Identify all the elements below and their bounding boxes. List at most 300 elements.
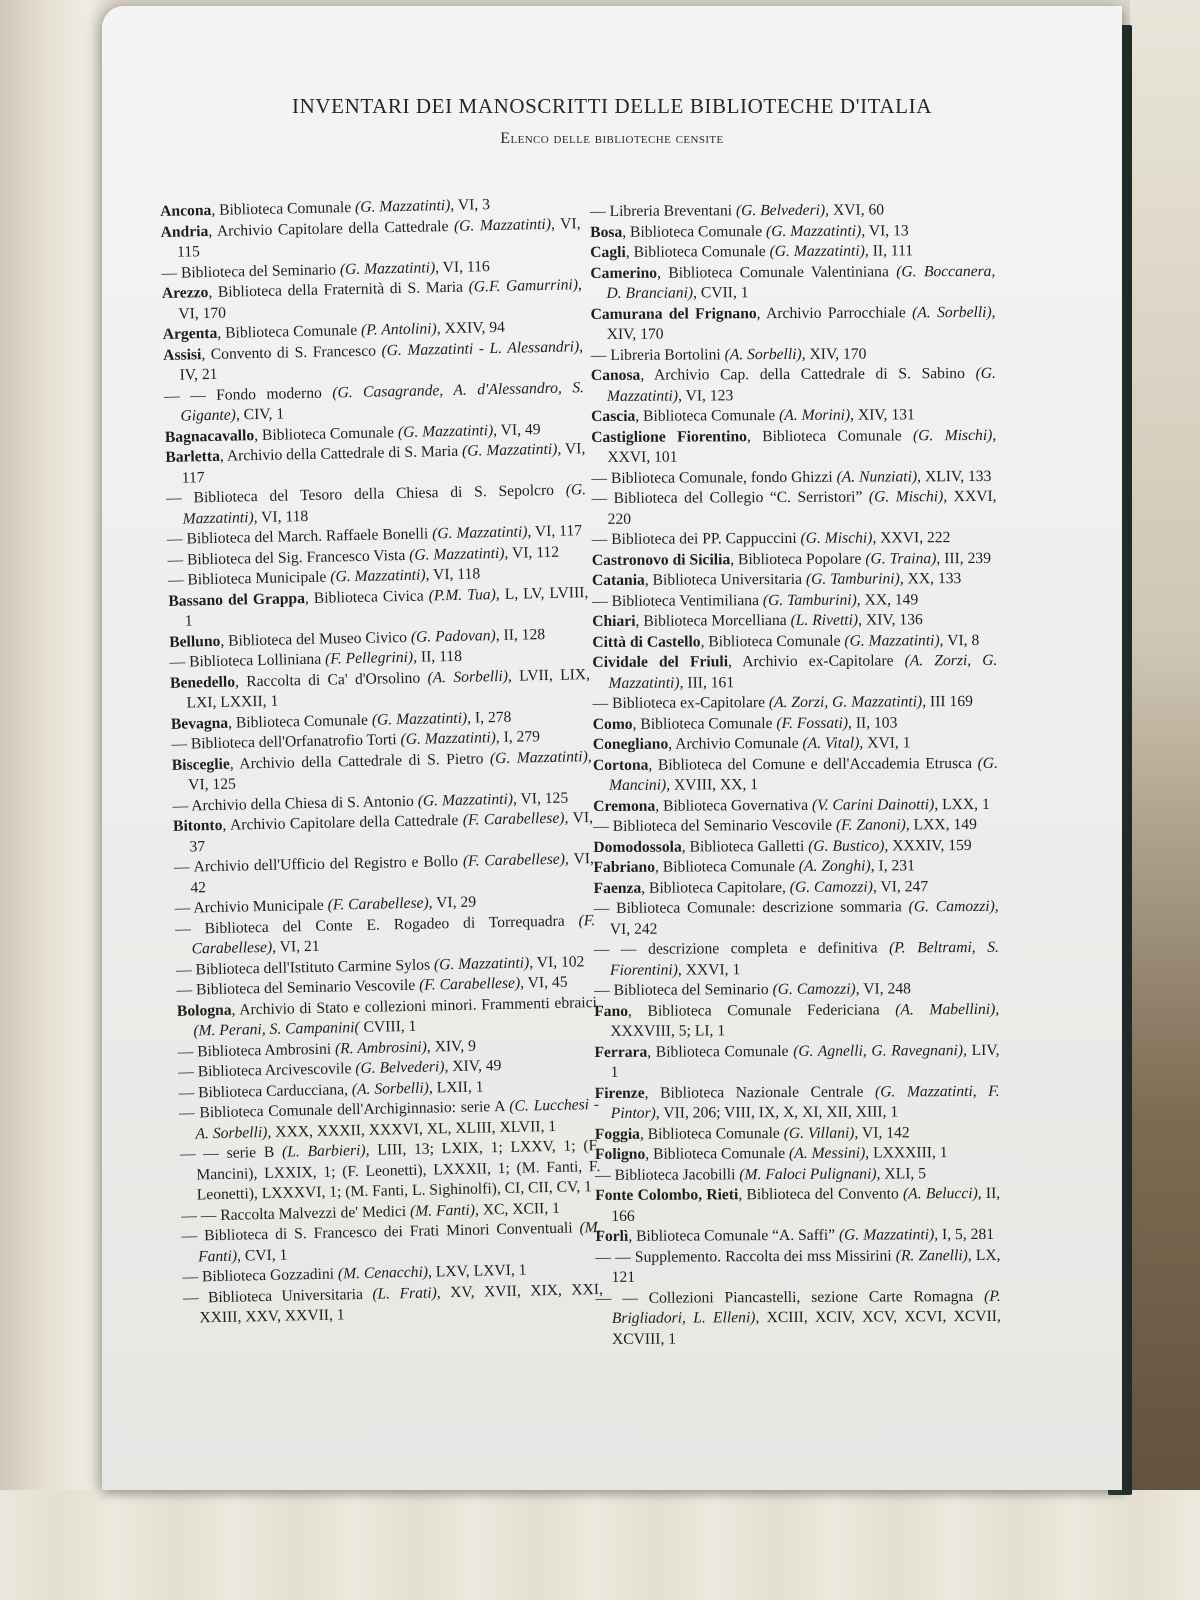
entry-author: (A. Vital): [802, 734, 860, 752]
entry-text: — Biblioteca del Seminario: [161, 260, 341, 282]
entry-text: , Biblioteca Governativa: [655, 796, 813, 815]
entry-text: , Archivio di Stato e collezioni minori. Frammenti ebraici: [231, 993, 598, 1019]
entry-text: , Biblioteca del Museo Civico: [220, 628, 412, 650]
entry-city: Conegliano: [592, 735, 669, 753]
entry-text: — Archivio della Chiesa di S. Antonio: [172, 792, 418, 815]
entry-author: (G. Mazzatinti): [330, 566, 426, 586]
entry-text: , Archivio Parrocchiale: [756, 303, 913, 322]
entry-author: (F. Carabellese): [418, 974, 521, 994]
entry-author: (G. Camozzi): [908, 897, 995, 916]
entry-author: (G. Camozzi): [789, 878, 873, 896]
entry-author: (R. Zanelli): [895, 1246, 968, 1264]
entry-reference: CVIII, 1: [359, 1017, 417, 1036]
entry-text: , Biblioteca Comunale: [645, 1144, 790, 1163]
entry-reference: , XLIV, 133: [917, 467, 992, 485]
entry-author: (G. Boccanera, D. Branciani): [606, 262, 996, 302]
entry-author: (P.M. Tua): [428, 585, 496, 604]
entry-reference: , XXVI, 220: [607, 487, 997, 528]
entry-author: (G. Mazzatinti): [489, 747, 588, 767]
entry-reference: , XX, 133: [899, 570, 962, 588]
entry-author: (A. Zorzi, G. Mazzatinti): [768, 693, 923, 712]
entry-city: Cividale del Friuli: [592, 653, 729, 671]
catalog-entry: [592, 487, 997, 530]
entry-author: (G. Mazzatinti): [371, 709, 468, 729]
entry-reference: , XIV, 170: [801, 345, 867, 363]
entry-reference: , IV, 21: [179, 337, 584, 384]
catalog-entry: [594, 979, 999, 1002]
entry-reference: , VI, 248: [855, 980, 911, 998]
entry-reference: , VI, 115: [176, 214, 581, 261]
entry-text: , Biblioteca Comunale: [647, 1042, 794, 1061]
entry-author: (M. Fanti): [197, 1218, 602, 1265]
entry-author: (G. Mischi): [912, 426, 993, 444]
entry-author: (G. Tamburini): [805, 570, 900, 588]
entry-city: Bevagna: [170, 714, 229, 733]
entry-text: , Biblioteca Galletti: [681, 837, 809, 856]
entry-city: Castiglione Fiorentino: [591, 427, 747, 446]
entry-city: Città di Castello: [592, 632, 701, 651]
entry-text: — Biblioteca Jacobilli: [595, 1165, 740, 1184]
catalog-entry: [591, 364, 996, 407]
entry-city: Arezzo: [161, 284, 209, 302]
catalog-entry: [595, 1163, 1000, 1186]
entry-author: (G. Agnelli, G. Ravegnani): [793, 1041, 964, 1060]
entry-author: (F. Carabellese): [462, 809, 565, 829]
entry-reference: , VII, 206; VIII, IX, X, XI, XII, XIII, 1: [655, 1103, 899, 1122]
entry-city: Cascia: [591, 407, 636, 425]
left-column: [160, 193, 604, 1329]
entry-reference: , VI, 116: [434, 257, 490, 276]
catalog-entry: [591, 343, 996, 366]
entry-text: — Biblioteca Comunale: descrizione sommaria: [593, 898, 909, 917]
entry-text: — Biblioteca del Sig. Francesco Vista: [167, 546, 410, 569]
entry-city: Ancona: [160, 201, 212, 220]
document-page: [102, 6, 1122, 1490]
entry-reference: , LXV, LXVI, 1: [427, 1261, 527, 1281]
entry-author: (G. Mischi): [868, 488, 944, 506]
entry-author: (L. Frati): [372, 1283, 437, 1303]
entry-author: (G. Mazzatinti): [417, 790, 514, 810]
entry-author: (G. Camozzi): [772, 980, 856, 999]
entry-reference: , VI, 118: [253, 507, 309, 526]
entry-author: (M. Fanti): [409, 1201, 476, 1220]
entry-reference: , VI, 142: [854, 1123, 910, 1142]
entry-reference: , XLI, 5: [876, 1164, 927, 1183]
entry-text: , Archivio ex-Capitolare: [728, 652, 905, 671]
entry-city: Canosa: [590, 366, 641, 384]
entry-city: Camurana del Frignano: [590, 304, 757, 323]
entry-text: — Biblioteca dell'Orfanatrofio Torti: [171, 731, 401, 753]
entry-author: (G. Mazzatinti): [182, 481, 587, 528]
entry-reference: , VI, 247: [872, 877, 929, 896]
entry-author: (A. Sorbelli): [724, 345, 802, 363]
entry-text: — Biblioteca dei PP. Cappuccini: [591, 529, 801, 548]
entry-author: (G. Mazzatinti): [431, 523, 528, 543]
entry-author: (G. Mazzatinti): [339, 258, 436, 278]
entry-reference: , II, 128: [495, 625, 546, 644]
entry-text: , Archivio Cap. della Cattedrale di S. Sabino: [640, 364, 976, 384]
entry-city: Domodossola: [593, 838, 682, 856]
entry-text: , Archivio della Cattedrale di S. Pietro: [229, 749, 491, 773]
entry-reference: , II, 166: [611, 1184, 1001, 1225]
entry-reference: , XX, 149: [856, 590, 919, 609]
entry-author: (G. Mazzatinti - L. Alessandri): [381, 337, 580, 359]
entry-author: (F. Carabellese): [462, 850, 566, 870]
entry-reference: , VI, 37: [189, 809, 594, 856]
entry-reference: , I, 5, 281: [934, 1225, 995, 1244]
entry-city: Castronovo di Sicilia: [591, 550, 731, 569]
entry-reference: , I, 279: [495, 728, 541, 747]
entry-author: (A. Sorbelli): [912, 303, 992, 321]
catalog-entry: [595, 1184, 1000, 1227]
entry-text: , Biblioteca Comunale Valentiniana: [657, 262, 897, 282]
entry-text: — Libreria Bortolini: [590, 345, 725, 364]
entry-city: Bitonto: [172, 816, 223, 835]
catalog-entry: [592, 569, 997, 592]
entry-reference: , VI, 112: [504, 543, 560, 562]
right-background: [1130, 0, 1200, 1600]
entry-author: (G. Mazzatinti): [769, 242, 865, 261]
entry-text: , Biblioteca Comunale: [625, 243, 770, 261]
entry-author: (G. Mazzatinti): [844, 631, 940, 650]
entry-city: Fano: [594, 1002, 629, 1020]
entry-city: Argenta: [162, 324, 218, 343]
entry-reference: , III, 239: [936, 549, 992, 567]
catalog-entry: [183, 1279, 604, 1329]
entry-reference: , VI, 242: [609, 897, 999, 938]
entry-reference: , XV, XVII, XIX, XXI, XXIII, XXV, XXVII, 1: [199, 1280, 604, 1327]
entry-author: (A. Sorbelli): [427, 667, 509, 687]
catalog-entry: [592, 610, 997, 633]
catalog-entry: [594, 1040, 999, 1083]
entry-author: (V. Carini Dainotti): [811, 795, 935, 814]
entry-reference: , VI, 123: [678, 386, 734, 405]
entry-text: — — descrizione completa e definitiva: [593, 939, 890, 958]
entry-author: (G. Padovan): [410, 626, 496, 646]
entry-text: — Biblioteca dell'Istituto Carmine Sylos: [175, 955, 435, 979]
entry-reference: , VI, 8: [939, 631, 980, 649]
entry-author: (P. Antolini): [360, 320, 437, 339]
entry-author: (F. Fossati): [776, 714, 849, 732]
entry-text: — — Collezioni Piancastelli, sezione Carte Romagna: [595, 1287, 985, 1307]
catalog-entry: [593, 733, 998, 756]
entry-text: — Biblioteca Universitaria: [182, 1285, 373, 1307]
entry-author: (G. Belvederi): [355, 1058, 445, 1078]
entry-reference: , XXIV, 94: [436, 318, 506, 338]
entry-city: Bosa: [590, 223, 623, 241]
catalog-entry: [593, 753, 998, 796]
catalog-entry: [593, 815, 998, 838]
entry-text: , Biblioteca Comunale: [211, 198, 356, 219]
entry-text: , Biblioteca Comunale: [622, 222, 767, 241]
entry-text: , Biblioteca Popolare: [730, 550, 866, 568]
entry-text: , Biblioteca del Comune e dell'Accademia Etrusca: [648, 754, 978, 774]
entry-text: , Biblioteca Comunale: [746, 426, 914, 445]
entry-reference: , XXVI, 222: [872, 529, 951, 547]
entry-text: — Archivio dell'Ufficio del Registro e Bollo: [173, 852, 464, 876]
entry-reference: , VI, 29: [428, 893, 477, 912]
entry-author: (R. Ambrosini): [334, 1038, 427, 1058]
catalog-entry: [593, 794, 998, 817]
entry-text: — Biblioteca Ambrosini: [177, 1040, 336, 1061]
entry-reference: , XCIII, XCIV, XCV, XCVI, XCVII, XCVIII, 1: [611, 1307, 1001, 1348]
catalog-entry: [595, 1122, 1000, 1145]
entry-text: — — Raccolta Malvezzi de' Medici: [181, 1202, 411, 1225]
entry-text: , Biblioteca Comunale: [635, 407, 780, 425]
entry-reference: , LIV, 1: [610, 1041, 1000, 1081]
entry-author: (G. Mancini): [609, 754, 998, 794]
entry-author: (G. Mazzatinti): [606, 364, 996, 405]
entry-reference: , VI, 21: [272, 937, 320, 956]
entry-author: (A. Zonghi): [798, 857, 871, 875]
entry-text: , Biblioteca della Fraternità di S. Maria: [208, 278, 469, 302]
entry-reference: , XXXVIII, 5; LI, 1: [610, 1000, 1000, 1040]
catalog-entry: [594, 897, 999, 940]
entry-city: Bagnacavallo: [164, 426, 255, 446]
entry-author: (F. Carabellese): [327, 894, 429, 914]
table-surface: [0, 1490, 1200, 1600]
entry-reference: , VI, 125: [512, 789, 569, 808]
entry-text: , Biblioteca Universitaria: [644, 570, 806, 589]
entry-reference: , XC, XCII, 1: [474, 1199, 561, 1219]
entry-text: , Biblioteca Nazionale Centrale: [644, 1083, 876, 1102]
entry-reference: , LXII, 1: [428, 1077, 484, 1097]
entry-text: — Biblioteca Arcivescovile: [178, 1060, 356, 1081]
entry-city: Belluno: [169, 632, 221, 651]
catalog-entry: [590, 261, 995, 304]
entry-reference: , VI, 117: [527, 522, 583, 541]
entry-text: — Biblioteca del Tesoro della Chiesa di S. Sepolcro: [166, 481, 566, 507]
entry-author: (L. Rivetti): [790, 611, 859, 629]
entry-text: , Biblioteca Comunale Federiciana: [627, 1000, 896, 1020]
entry-author: (G. Tamburini): [762, 591, 857, 609]
entry-reference: , XIV, 170: [606, 303, 996, 343]
entry-reference: , XIV, 136: [858, 611, 923, 629]
entry-author: (G. Mazzatinti): [397, 421, 494, 441]
entry-reference: , LXX, 149: [905, 815, 977, 834]
entry-reference: , VI, 170: [178, 276, 583, 323]
entry-author: (M. Perani, S. Campanini(: [193, 1019, 360, 1040]
entry-reference: , VI, 45: [519, 973, 568, 992]
entry-text: — Biblioteca di S. Francesco dei Frati Minori Conventuali: [181, 1219, 580, 1245]
entry-reference: , XXXIV, 159: [884, 836, 972, 854]
entry-city: Andria: [160, 222, 209, 241]
catalog-entry: [591, 302, 996, 345]
entry-reference: , VI, 118: [425, 565, 481, 584]
entry-text: — Biblioteca Lolliniana: [169, 650, 326, 671]
entry-text: — — Supplemento. Raccolta dei mss Missirini: [595, 1246, 896, 1266]
entry-reference: , VI, 125: [188, 747, 592, 794]
entry-reference: , VI, 13: [861, 221, 909, 240]
right-column: [590, 200, 1001, 1350]
entry-reference: , XIV, 49: [444, 1057, 502, 1076]
catalog-entry: [590, 241, 995, 264]
entry-author: (G. Mazzatinti): [400, 729, 496, 749]
entry-reference: , III, 161: [679, 673, 735, 692]
entry-text: — Biblioteca del Seminario: [594, 981, 773, 999]
entry-author: (G. Casagrande, A. d'Alessandro, S. Gigante): [180, 378, 585, 425]
catalog-entry: [592, 651, 997, 694]
entry-author: (G. Mazzatinti, F. Pintor): [610, 1082, 1000, 1122]
catalog-entry: [593, 835, 998, 858]
entry-city: Ferrara: [594, 1043, 648, 1061]
entry-city: Forlì: [595, 1227, 629, 1245]
entry-city: Fabriano: [593, 858, 656, 876]
entry-city: Cortona: [592, 756, 649, 774]
entry-city: Foggia: [594, 1125, 640, 1143]
entry-reference: , XVIII, XX, 1: [666, 776, 759, 794]
entry-reference: , VI, 49: [492, 420, 541, 439]
entry-author: (L. Barbieri): [281, 1141, 366, 1161]
entry-text: — Biblioteca Gozzadini: [182, 1265, 339, 1286]
entry-author: (G. Mazzatinti): [453, 215, 552, 235]
entry-reference: , XXVI, 1: [677, 960, 741, 979]
entry-text: — Biblioteca Municipale: [167, 568, 331, 589]
entry-city: Foligno: [594, 1145, 646, 1163]
entry-text: , Biblioteca Comunale: [253, 423, 399, 444]
entry-author: (G. Mazzatinti): [409, 544, 505, 564]
entry-reference: , VI, 3: [450, 196, 491, 214]
entry-reference: , I, 278: [466, 708, 512, 727]
catalog-entry: [590, 220, 995, 243]
entry-text: , Biblioteca Comunale: [654, 857, 799, 876]
catalog-entry: [592, 528, 997, 551]
entry-reference: , VI, 102: [529, 952, 585, 971]
entry-reference: , I, 231: [870, 857, 915, 875]
catalog-entry: [594, 999, 999, 1042]
entry-reference: , L, LV, LVIII, 1: [184, 583, 589, 630]
entry-city: Benedello: [169, 673, 236, 692]
entry-text: — Biblioteca Ventimiliana: [592, 591, 763, 610]
entry-text: , Convento di S. Francesco: [201, 341, 382, 363]
entry-author: (G. Traina): [865, 549, 937, 568]
entry-text: — Biblioteca del Conte E. Rogadeo di Torrequadra: [175, 911, 579, 938]
catalog-entry: [595, 1245, 1000, 1288]
entry-reference: , XIV, 131: [850, 406, 915, 424]
entry-author: (A. Messini): [788, 1144, 866, 1162]
catalog-entry: [595, 1143, 1000, 1166]
catalog-entry: [596, 1286, 1001, 1350]
entry-city: Barletta: [165, 447, 221, 466]
entry-text: , Biblioteca Comunale: [700, 632, 845, 650]
entry-reference: , CVI, 1: [236, 1246, 288, 1265]
entry-text: — Biblioteca Comunale, fondo Ghizzi: [591, 468, 837, 487]
entry-text: , Archivio della Cattedrale di S. Maria: [219, 442, 463, 465]
page-subtitle: Elenco delle biblioteche censite: [500, 130, 724, 147]
entry-city: Chiari: [592, 612, 636, 630]
entry-text: , Archivio Comunale: [668, 734, 803, 753]
entry-reference: , LX, 121: [611, 1246, 1001, 1286]
entry-author: (G. Mazzatinti): [433, 953, 530, 973]
entry-city: Camerino: [590, 264, 658, 282]
catalog-entry: [591, 466, 996, 489]
catalog-entry: [591, 405, 996, 428]
entry-text: , Biblioteca Comunale: [227, 711, 373, 732]
catalog-entry: [593, 712, 998, 735]
entry-author: (F. Zanoni): [835, 816, 906, 834]
entry-text: — Biblioteca del Collegio “C. Serristori”: [591, 488, 869, 507]
catalog-entry: [591, 425, 996, 468]
entry-author: (A. Nunziati): [836, 467, 918, 486]
entry-text: — Archivio Municipale: [174, 896, 328, 917]
entry-city: Faenza: [593, 879, 642, 897]
entry-reference: , LIII, 13; LXIX, 1; LXXV, 1; (F. Mancini), LXXIX, 1; (F. Leonetti), LXXXII, 1; (M. Fanti, F. Leonetti), LXXXVI, 1; (M. Fanti, L. Sighinolfi), CI, CII, CV, 1: [196, 1136, 601, 1204]
entry-text: — Biblioteca Carducciana,: [178, 1080, 353, 1102]
page-title: INVENTARI DEI MANOSCRITTI DELLE BIBLIOTECHE D'ITALIA: [292, 94, 932, 118]
entry-text: — Biblioteca ex-Capitolare: [592, 694, 769, 712]
catalog-entry: [594, 876, 999, 899]
entry-author: (P. Brigliadori, L. Elleni): [611, 1287, 1001, 1327]
catalog-entry: [592, 589, 997, 612]
entry-city: Como: [592, 715, 633, 733]
entry-text: — Biblioteca Comunale dell'Archiginnasio: serie A: [178, 1097, 510, 1122]
entry-reference: , LXXXIII, 1: [865, 1144, 948, 1162]
entry-text: — Biblioteca del Seminario Vescovile: [176, 976, 420, 999]
entry-reference: , XVI, 1: [859, 734, 911, 752]
entry-text: — — serie B: [179, 1143, 283, 1163]
entry-reference: , XXX, XXXII, XXXVI, XL, XLIII, XLVII, 1: [267, 1117, 557, 1141]
entry-reference: , CVII, 1: [693, 284, 749, 302]
entry-reference: , CIV, 1: [235, 405, 285, 424]
entry-reference: , II, 111: [864, 242, 914, 260]
entry-author: (A. Belucci): [902, 1184, 978, 1203]
entry-text: , Biblioteca Comunale: [639, 1124, 784, 1143]
entry-city: Catania: [591, 571, 645, 589]
entry-author: (G. Mazzatinti): [354, 196, 451, 216]
entry-author: (G. Mazzatinti): [838, 1226, 935, 1244]
entry-text: , Archivio Capitolare della Cattedrale: [208, 217, 455, 240]
entry-reference: , VI, 117: [181, 440, 586, 487]
entry-reference: , LVII, LIX, LXI, LXXII, 1: [186, 665, 591, 712]
entry-text: , Biblioteca Morcelliana: [635, 611, 791, 630]
entry-author: (G. Villani): [783, 1124, 855, 1142]
entry-reference: , LXX, 1: [934, 795, 990, 813]
entry-author: (M. Faloci Pulignani): [739, 1165, 877, 1183]
catalog-entry: [590, 200, 995, 223]
entry-author: (A. Sorbelli): [351, 1079, 430, 1098]
entry-author: (P. Beltrami, S. Fiorentini): [609, 938, 999, 979]
entry-city: Assisi: [163, 345, 202, 364]
entry-author: (G. Mazzatinti): [461, 440, 558, 460]
entry-reference: , III 169: [922, 693, 973, 711]
entry-reference: , II, 118: [412, 647, 463, 666]
entry-city: Cagli: [590, 243, 626, 261]
entry-text: — Libreria Breventani: [590, 202, 737, 220]
entry-text: , Biblioteca Civica: [304, 586, 429, 607]
catalog-entry: [180, 1136, 601, 1206]
catalog-entry: [593, 856, 998, 879]
entry-author: (M. Cenacchi): [337, 1263, 429, 1283]
entry-text: , Raccolta di Ca' d'Orsolino: [234, 669, 428, 691]
entry-city: Cremona: [593, 797, 656, 815]
entry-author: (G. Bustico): [808, 836, 885, 855]
entry-reference: , II, 103: [847, 713, 898, 732]
entry-reference: , XIV, 9: [426, 1037, 477, 1056]
entry-text: , Biblioteca del Convento: [738, 1185, 904, 1204]
entry-author: (F. Carabellese): [191, 911, 596, 958]
entry-text: , Biblioteca Comunale: [632, 714, 777, 733]
entry-city: Bologna: [176, 1001, 232, 1020]
entry-text: — — Fondo moderno: [163, 383, 333, 405]
entry-author: (C. Lucchesi - A. Sorbelli): [195, 1096, 600, 1142]
entry-text: — Biblioteca del Seminario Vescovile: [593, 816, 836, 835]
entry-author: (A. Zorzi, G. Mazzatinti): [608, 651, 998, 692]
entry-reference: , XVI, 60: [825, 201, 885, 219]
entry-reference: , XXVI, 101: [607, 426, 997, 466]
entry-author: (G. Mazzatinti): [765, 222, 862, 240]
entry-city: Fonte Colombo, Rieti: [595, 1186, 739, 1204]
entry-city: Bassano del Grappa: [168, 589, 306, 610]
